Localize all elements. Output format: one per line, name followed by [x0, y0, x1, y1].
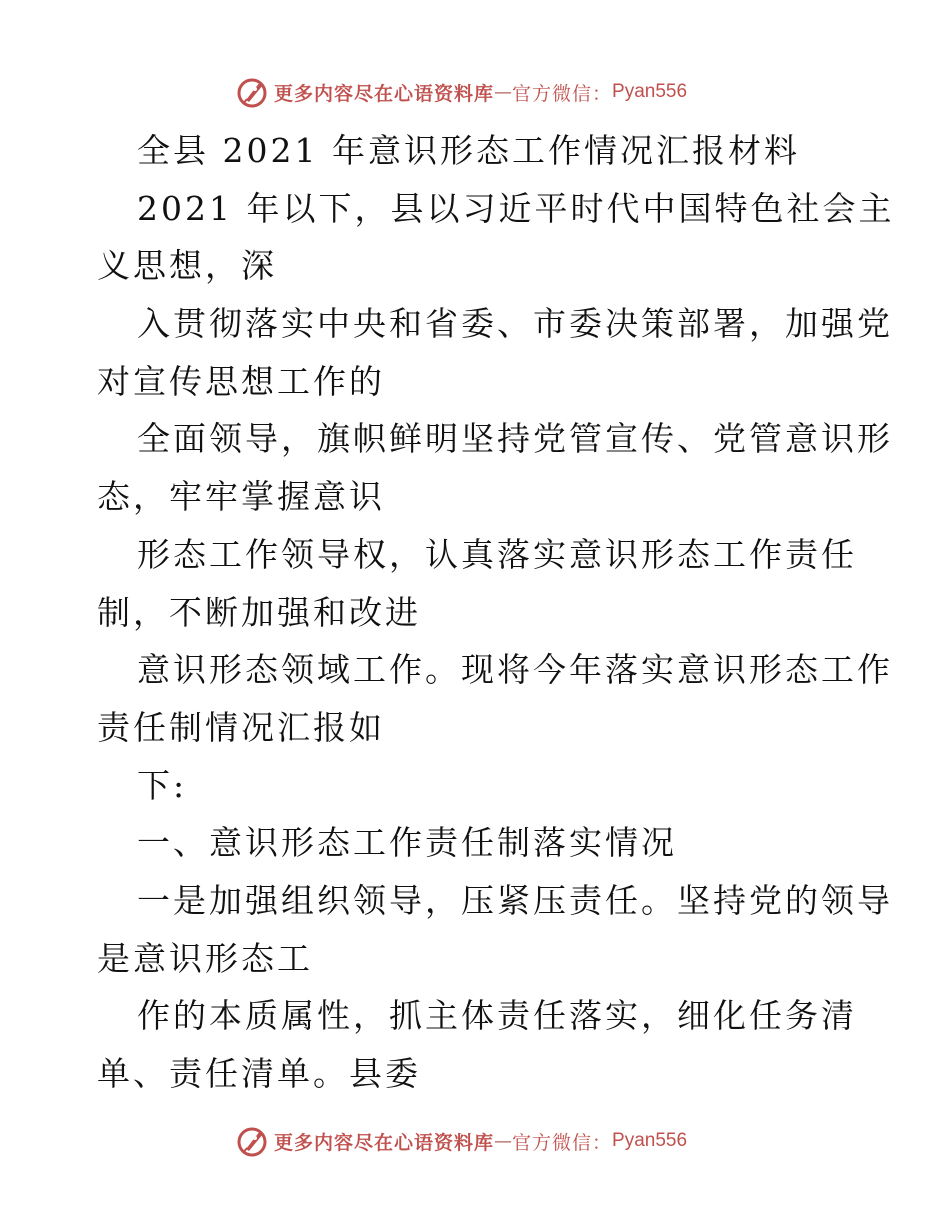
section-heading: 一、意识形态工作责任制落实情况 [137, 823, 677, 863]
watermark-wechat-id: Pyan556 [612, 1130, 688, 1151]
watermark-banner-top [234, 72, 754, 112]
watermark-brand-text: 更多内容尽在心语资料库 [274, 82, 495, 105]
text-line: 制，不断加强和改进 [97, 592, 421, 632]
text-line: 意识形态领域工作。现将今年落实意识形态工作 [137, 650, 893, 690]
watermark-wechat-id: Pyan556 [612, 81, 688, 102]
text-line: 入贯彻落实中央和省委、市委决策部署，加强党 [137, 304, 893, 344]
document-body [97, 122, 895, 1103]
quill-pen-logo-icon [234, 74, 270, 110]
quill-pen-logo-icon [234, 1123, 270, 1159]
text-line: 全面领导，旗帜鲜明坚持党管宣传、党管意识形 [137, 419, 893, 459]
text-line: 态，牢牢掌握意识 [97, 477, 385, 517]
text-line: 对宣传思想工作的 [97, 361, 385, 401]
watermark-banner-bottom [234, 1121, 754, 1161]
text-line: 一是加强组织领导，压紧压责任。坚持党的领导 [137, 880, 893, 920]
text-line: 单、责任清单。县委 [97, 1054, 421, 1093]
text-line: 责任制情况汇报如 [97, 707, 385, 747]
text-line: 2021 年以下，县以习近平时代中国特色社会主 [137, 188, 895, 228]
watermark-separator: — [494, 81, 513, 103]
text-line: 作的本质属性，抓主体责任落实，细化任务清 [137, 996, 857, 1036]
watermark-separator: — [494, 1130, 513, 1152]
text-line: 下: [137, 765, 188, 805]
text-line: 义思想，深 [97, 246, 277, 286]
text-line: 形态工作领导权，认真落实意识形态工作责任 [137, 534, 857, 574]
document-title: 全县 2021 年意识形态工作情况汇报材料 [137, 131, 800, 170]
text-line: 是意识形态工 [97, 938, 313, 978]
watermark-brand-text: 更多内容尽在心语资料库 [274, 1131, 495, 1154]
watermark-wechat-label: 官方微信： [512, 82, 613, 105]
watermark-wechat-label: 官方微信： [512, 1131, 613, 1154]
